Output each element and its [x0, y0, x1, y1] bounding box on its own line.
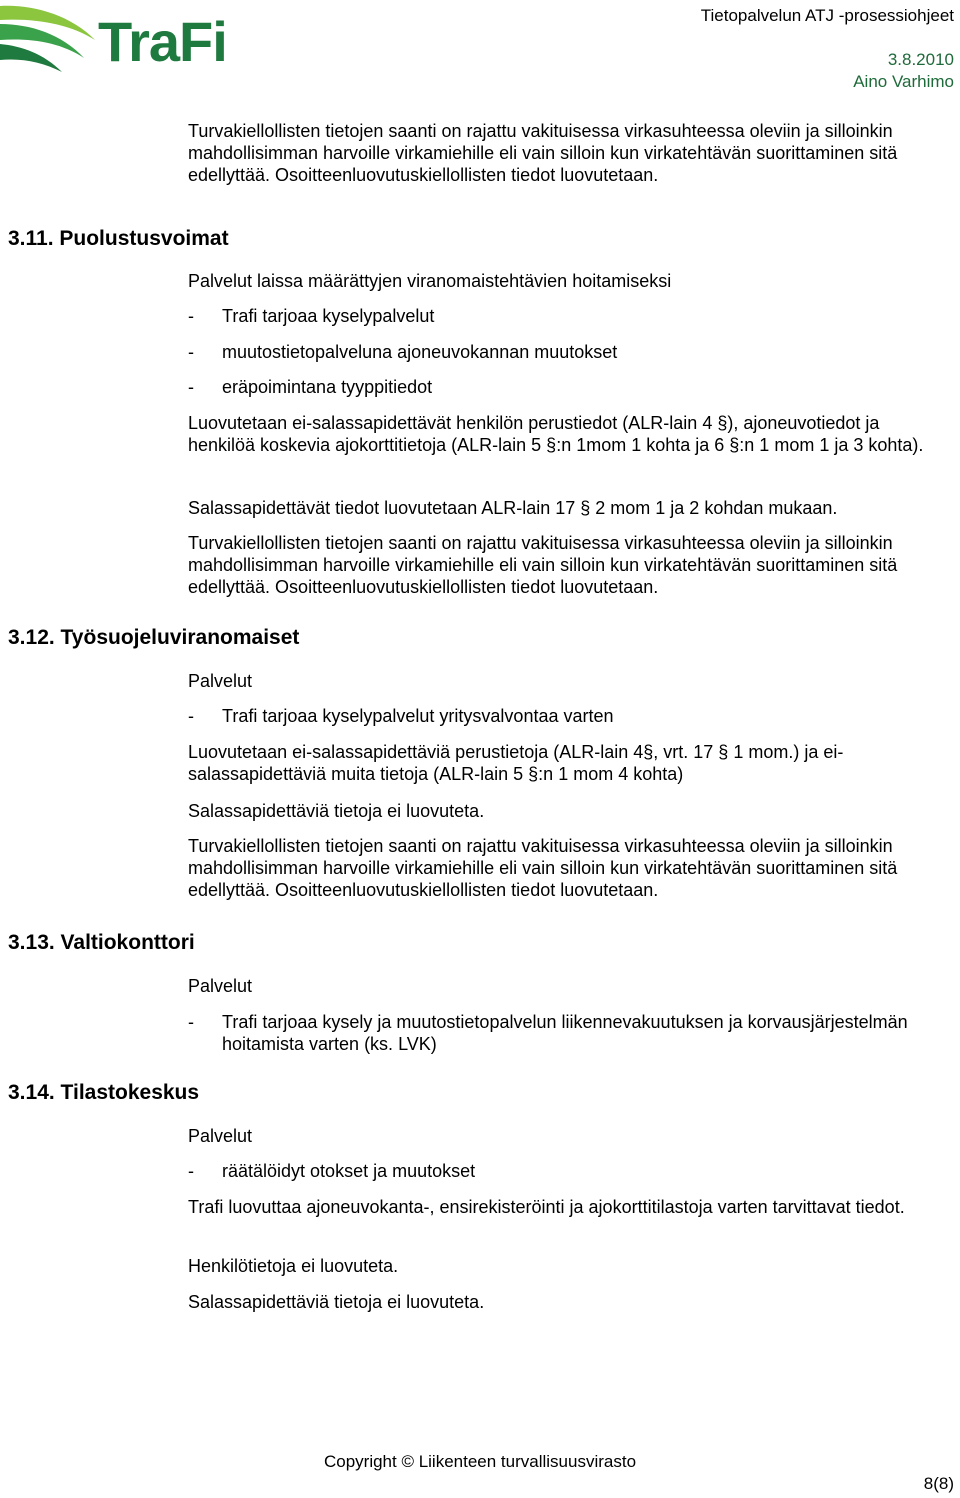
document-title: Tietopalvelun ATJ -prosessiohjeet	[700, 6, 954, 25]
bullet-dash: -	[188, 377, 194, 397]
intro-paragraph: Turvakiellollisten tietojen saanti on rajattu vakituisessa virkasuhteessa oleviin ja silloinkin mahdollisimman harvoille virkamiehille eli vain silloin kun virkatehtävän suorittaminen sitä edellyttää. Osoitteenluovutuskiellollisten tiedot luovutetaan.	[188, 121, 898, 185]
bullet-dash: -	[188, 1012, 194, 1032]
logo-wordmark: TraFi	[98, 10, 227, 73]
bullet-item	[188, 341, 948, 363]
body-paragraph: Salassapidettäviä tietoja ei luovuteta.	[188, 801, 485, 821]
section-lead: Palvelut	[188, 671, 253, 691]
section-lead: Palvelut	[188, 976, 253, 996]
bullet-dash: -	[188, 342, 194, 362]
section-heading-3-11: 3.11. Puolustusvoimat	[8, 227, 229, 250]
bullet-text: räätälöidyt otokset ja muutokset	[222, 1161, 476, 1181]
body-paragraph: Salassapidettävät tiedot luovutetaan ALR-lain 17 § 2 mom 1 ja 2 kohdan mukaan.	[188, 498, 838, 518]
bullet-dash: -	[188, 1161, 194, 1181]
body-paragraph: Luovutetaan ei-salassapidettävät henkilön perustiedot (ALR-lain 4 §), ajoneuvotiedot ja henkilöä koskevia ajokorttitietoja (ALR-lain 5 §:n 1mom 1 kohta ja 6 §:n 1 mom 1 ja 3 kohta).	[188, 413, 924, 455]
body-paragraph: Turvakiellollisten tietojen saanti on rajattu vakituisessa virkasuhteessa oleviin ja silloinkin mahdollisimman harvoille virkamiehille eli vain silloin kun virkatehtävän suorittaminen sitä edellyttää. Osoitteenluovutuskiellollisten tiedot luovutetaan.	[188, 836, 898, 900]
footer-copyright: Copyright © Liikenteen turvallisuusvirasto	[323, 1452, 637, 1471]
bullet-item	[188, 1011, 948, 1055]
bullet-item	[188, 305, 948, 327]
bullet-text: Trafi tarjoaa kyselypalvelut	[222, 306, 435, 326]
body-paragraph: Turvakiellollisten tietojen saanti on rajattu vakituisessa virkasuhteessa oleviin ja silloinkin mahdollisimman harvoille virkamiehille eli vain silloin kun virkatehtävän suorittaminen sitä edellyttää. Osoitteenluovutuskiellollisten tiedot luovutetaan.	[188, 533, 898, 597]
section-heading-3-14: 3.14. Tilastokeskus	[8, 1081, 200, 1104]
page-number: 8(8)	[923, 1474, 954, 1493]
section-lead: Palvelut laissa määrättyjen viranomaistehtävien hoitamiseksi	[188, 271, 672, 291]
body-paragraph: Trafi luovuttaa ajoneuvokanta-, ensirekisteröinti ja ajokorttitilastoja varten tarvittavat tiedot.	[188, 1197, 905, 1217]
bullet-item	[188, 705, 948, 727]
bullet-item	[188, 376, 948, 398]
section-lead: Palvelut	[188, 1126, 253, 1146]
document-date: 3.8.2010	[887, 50, 954, 69]
bullet-item	[188, 1160, 948, 1182]
bullet-text: eräpoimintana tyyppitiedot	[222, 377, 433, 397]
bullet-text: muutostietopalveluna ajoneuvokannan muutokset	[222, 342, 618, 362]
bullet-text: Trafi tarjoaa kysely ja muutostietopalvelun liikennevakuutuksen ja korvausjärjestelmän hoitamista varten (ks. LVK)	[222, 1012, 908, 1054]
bullet-dash: -	[188, 306, 194, 326]
bullet-text: Trafi tarjoaa kyselypalvelut yritysvalvontaa varten	[222, 706, 614, 726]
section-heading-3-13: 3.13. Valtiokonttori	[8, 931, 195, 954]
bullet-dash: -	[188, 706, 194, 726]
body-paragraph: Luovutetaan ei-salassapidettäviä perustietoja (ALR-lain 4§, vrt. 17 § 1 mom.) ja ei-salassapidettäviä muita tietoja (ALR-lain 5 §:n 1 mom 4 kohta)	[188, 742, 844, 784]
body-paragraph: Salassapidettäviä tietoja ei luovuteta.	[188, 1292, 485, 1312]
body-paragraph: Henkilötietoja ei luovuteta.	[188, 1256, 399, 1276]
document-author: Aino Varhimo	[853, 72, 954, 91]
section-heading-3-12: 3.12. Työsuojeluviranomaiset	[8, 626, 300, 649]
